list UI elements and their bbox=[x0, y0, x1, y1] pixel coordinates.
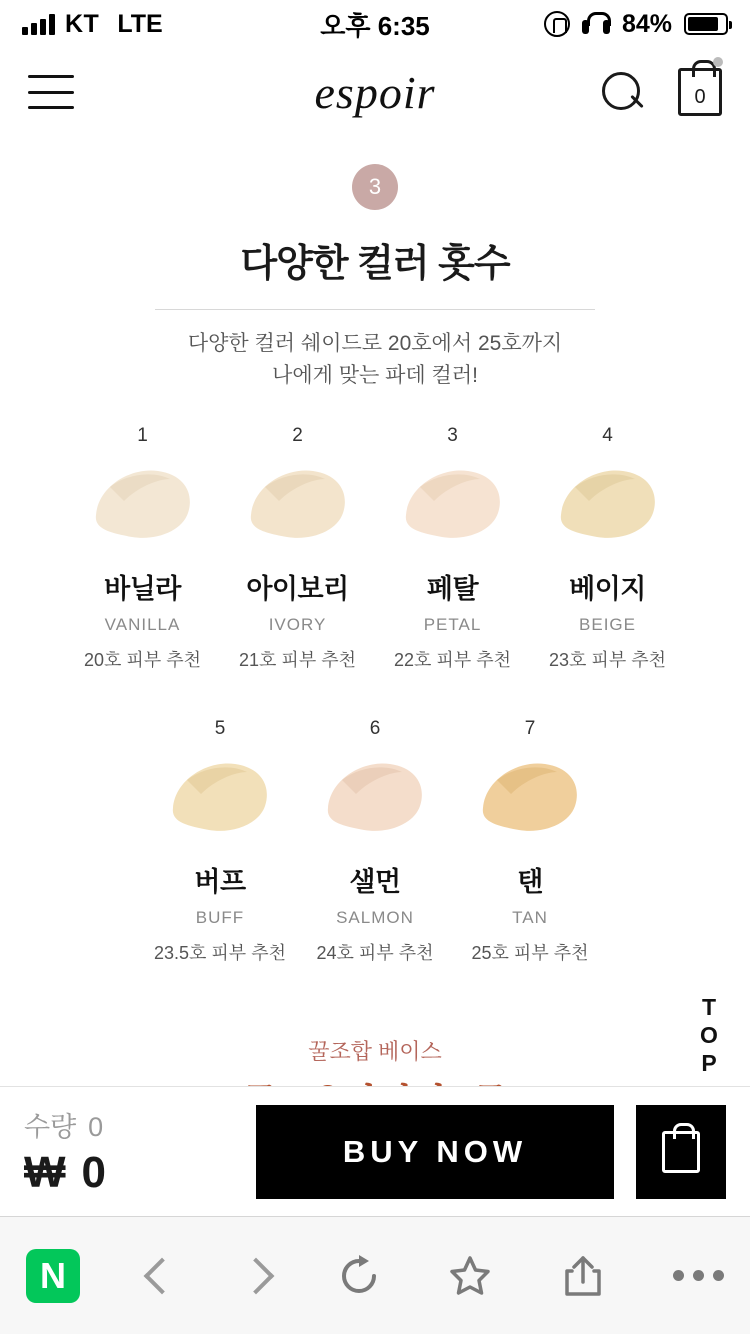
shade-name-en: SALMON bbox=[336, 908, 414, 927]
shade-index: 2 bbox=[292, 425, 303, 446]
shade-index: 4 bbox=[602, 425, 613, 446]
shade-note: 25호 피부 추천 bbox=[471, 943, 589, 963]
shade-item[interactable] bbox=[375, 425, 530, 672]
reload-icon[interactable] bbox=[338, 1255, 380, 1297]
headphones-icon bbox=[582, 12, 610, 36]
shade-swatch bbox=[475, 750, 585, 842]
page-content bbox=[0, 164, 750, 1178]
shade-name-ko: 바닐라 bbox=[104, 574, 181, 604]
section-number: 3 bbox=[352, 164, 398, 210]
status-time: 오후 6:35 bbox=[320, 10, 430, 41]
share-icon[interactable] bbox=[561, 1254, 605, 1298]
shade-name-ko: 아이보리 bbox=[246, 574, 349, 604]
quantity-value: 0 bbox=[88, 1112, 104, 1142]
shade-swatch bbox=[553, 457, 663, 549]
browser-toolbar bbox=[0, 1216, 750, 1334]
status-left bbox=[22, 10, 163, 39]
shade-row-1 bbox=[0, 425, 750, 672]
shade-name-ko: 탠 bbox=[517, 867, 543, 897]
shade-item[interactable] bbox=[143, 718, 298, 965]
shade-name-en: IVORY bbox=[268, 615, 327, 634]
promo-eyebrow: 꿀조합 베이스 bbox=[308, 1039, 442, 1064]
shopping-bag-icon bbox=[662, 1131, 700, 1173]
star-icon[interactable] bbox=[448, 1254, 492, 1298]
shade-item[interactable] bbox=[220, 425, 375, 672]
carrier-label: KT bbox=[65, 9, 100, 38]
app-header bbox=[0, 48, 750, 136]
shade-swatch bbox=[398, 457, 508, 549]
cart-count: 0 bbox=[694, 86, 706, 108]
buy-now-button[interactable]: BUY NOW bbox=[256, 1105, 614, 1199]
shade-row-2 bbox=[0, 718, 750, 965]
shade-item[interactable] bbox=[65, 425, 220, 672]
shade-index: 1 bbox=[137, 425, 148, 446]
shade-swatch bbox=[320, 750, 430, 842]
naver-home-icon[interactable]: N bbox=[26, 1249, 80, 1303]
shade-name-en: TAN bbox=[512, 908, 548, 927]
shade-name-ko: 페탈 bbox=[426, 574, 479, 604]
shade-index: 5 bbox=[214, 718, 226, 739]
shade-name-en: PETAL bbox=[423, 615, 482, 634]
subtitle-line-1: 다양한 컬러 쉐이드로 20호에서 25호까지 bbox=[187, 332, 563, 355]
cart-badge-dot bbox=[713, 57, 723, 67]
shade-note: 22호 피부 추천 bbox=[394, 650, 511, 670]
shade-swatch bbox=[88, 457, 198, 549]
quantity-row bbox=[24, 1105, 234, 1144]
price-row bbox=[24, 1148, 234, 1198]
shade-name-en: BEIGE bbox=[579, 615, 636, 634]
shopping-bag-icon[interactable] bbox=[678, 68, 722, 116]
shade-note: 23.5호 피부 추천 bbox=[154, 943, 286, 963]
shade-note: 21호 피부 추천 bbox=[239, 650, 356, 670]
shade-name-ko: 베이지 bbox=[569, 574, 646, 604]
shade-note: 20호 피부 추천 bbox=[84, 650, 201, 670]
total-price: 0 bbox=[81, 1148, 107, 1197]
lock-rotation-icon bbox=[544, 11, 570, 37]
price-block bbox=[24, 1105, 234, 1198]
signal-bars-icon bbox=[22, 13, 55, 35]
section-title: 다양한 컬러 홋수 bbox=[240, 243, 510, 285]
shade-index: 7 bbox=[524, 718, 536, 739]
shade-item[interactable] bbox=[530, 425, 685, 672]
battery-percent-label: 84% bbox=[621, 9, 672, 38]
search-icon[interactable] bbox=[600, 70, 644, 114]
more-dots-icon[interactable] bbox=[673, 1270, 724, 1281]
shade-item[interactable] bbox=[453, 718, 608, 965]
status-right bbox=[544, 10, 728, 39]
purchase-bar bbox=[0, 1086, 750, 1216]
add-to-cart-button[interactable] bbox=[636, 1105, 726, 1199]
shade-name-ko: 샐먼 bbox=[349, 867, 401, 897]
divider bbox=[155, 309, 595, 310]
shade-index: 3 bbox=[447, 425, 458, 446]
shade-note: 24호 피부 추천 bbox=[316, 943, 434, 963]
brand-logo[interactable]: espoir bbox=[314, 66, 436, 118]
shade-name-en: BUFF bbox=[195, 908, 245, 927]
status-bar bbox=[0, 0, 750, 48]
shade-item[interactable] bbox=[298, 718, 453, 965]
shade-swatch bbox=[165, 750, 275, 842]
shade-index: 6 bbox=[369, 718, 381, 739]
chevron-right-icon[interactable] bbox=[238, 1257, 275, 1294]
network-label: LTE bbox=[117, 9, 163, 38]
shade-name-ko: 버프 bbox=[194, 867, 246, 897]
subtitle-line-2: 나에게 맞는 파데 컬러! bbox=[272, 363, 478, 387]
scroll-to-top-button[interactable]: TOP bbox=[696, 994, 722, 1078]
section-subtitle bbox=[0, 328, 750, 391]
shade-name-en: VANILLA bbox=[104, 615, 181, 634]
shade-swatch bbox=[243, 457, 353, 549]
battery-icon bbox=[684, 13, 728, 35]
quantity-label: 수량 bbox=[24, 1112, 77, 1142]
currency-symbol: ₩ bbox=[24, 1148, 66, 1197]
shade-note: 23호 피부 추천 bbox=[549, 650, 666, 670]
chevron-left-icon[interactable] bbox=[143, 1257, 180, 1294]
